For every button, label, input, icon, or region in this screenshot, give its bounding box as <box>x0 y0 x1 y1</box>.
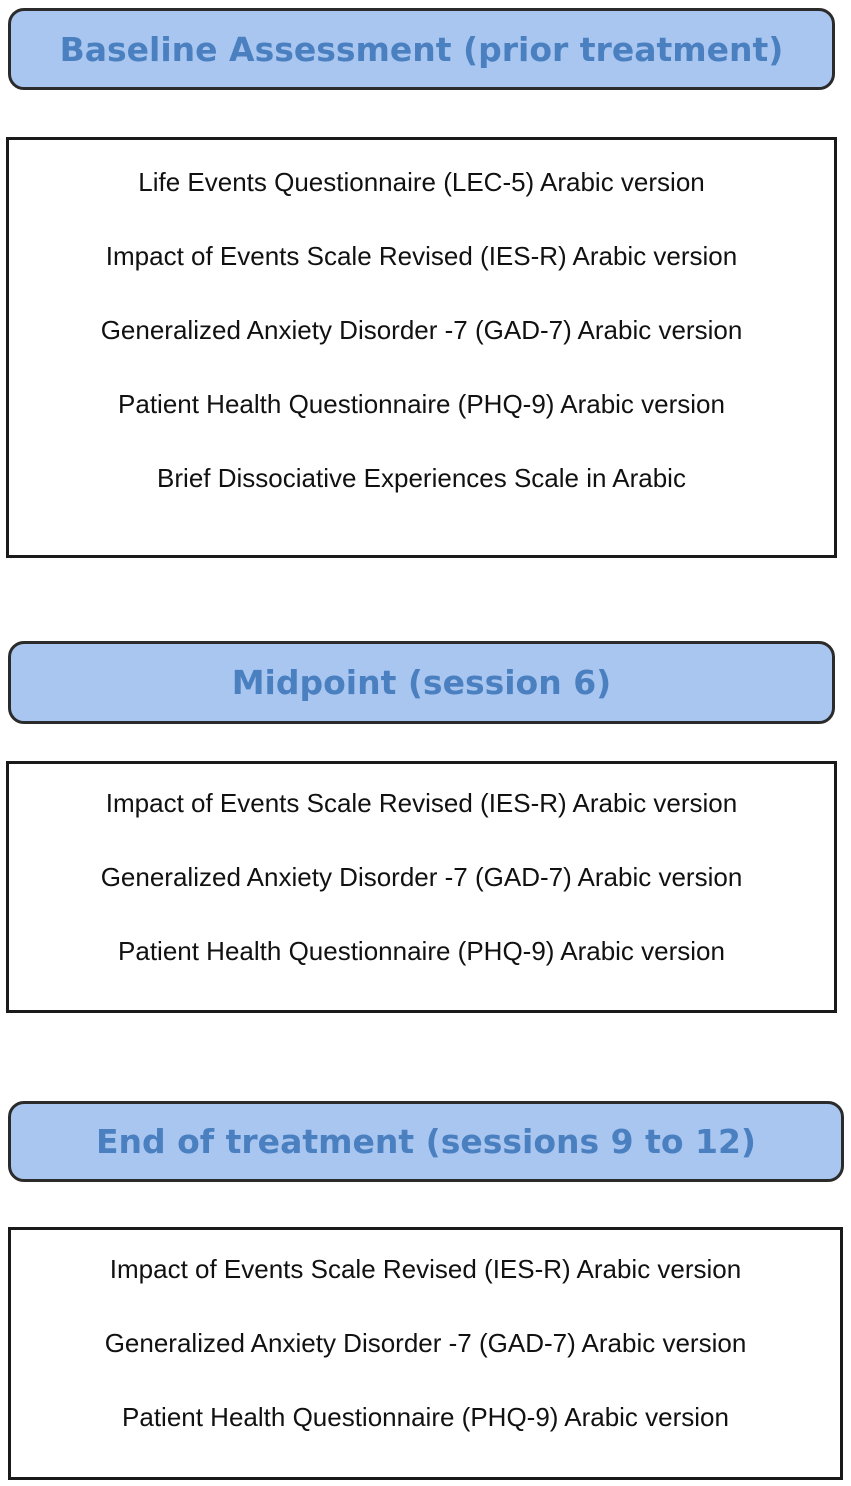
measure-item: Impact of Events Scale Revised (IES-R) Arabic version <box>109 1254 742 1284</box>
baseline-header <box>8 8 835 90</box>
measure-item: Generalized Anxiety Disorder -7 (GAD-7) Arabic version <box>104 1328 747 1358</box>
end-of-treatment-header <box>8 1101 844 1182</box>
measure-item: Generalized Anxiety Disorder -7 (GAD-7) Arabic version <box>100 315 743 345</box>
measure-item: Impact of Events Scale Revised (IES-R) Arabic version <box>105 788 738 818</box>
midpoint-measures-box <box>6 761 837 1013</box>
midpoint-title: Midpoint (session 6) <box>231 663 612 702</box>
measure-item: Generalized Anxiety Disorder -7 (GAD-7) Arabic version <box>100 862 743 892</box>
midpoint-header <box>8 641 835 724</box>
measure-item: Patient Health Questionnaire (PHQ-9) Arabic version <box>122 1402 729 1432</box>
end-of-treatment-measures-box <box>8 1227 843 1480</box>
baseline-title: Baseline Assessment (prior treatment) <box>59 29 784 69</box>
measure-item: Life Events Questionnaire (LEC-5) Arabic version <box>138 167 705 197</box>
measure-item: Patient Health Questionnaire (PHQ-9) Arabic version <box>118 936 725 966</box>
measure-item: Brief Dissociative Experiences Scale in Arabic <box>157 463 686 493</box>
measure-item: Impact of Events Scale Revised (IES-R) Arabic version <box>105 241 738 271</box>
baseline-measures-box <box>6 137 837 558</box>
end-of-treatment-title: End of treatment (sessions 9 to 12) <box>95 1122 757 1161</box>
measure-item: Patient Health Questionnaire (PHQ-9) Arabic version <box>118 389 725 419</box>
